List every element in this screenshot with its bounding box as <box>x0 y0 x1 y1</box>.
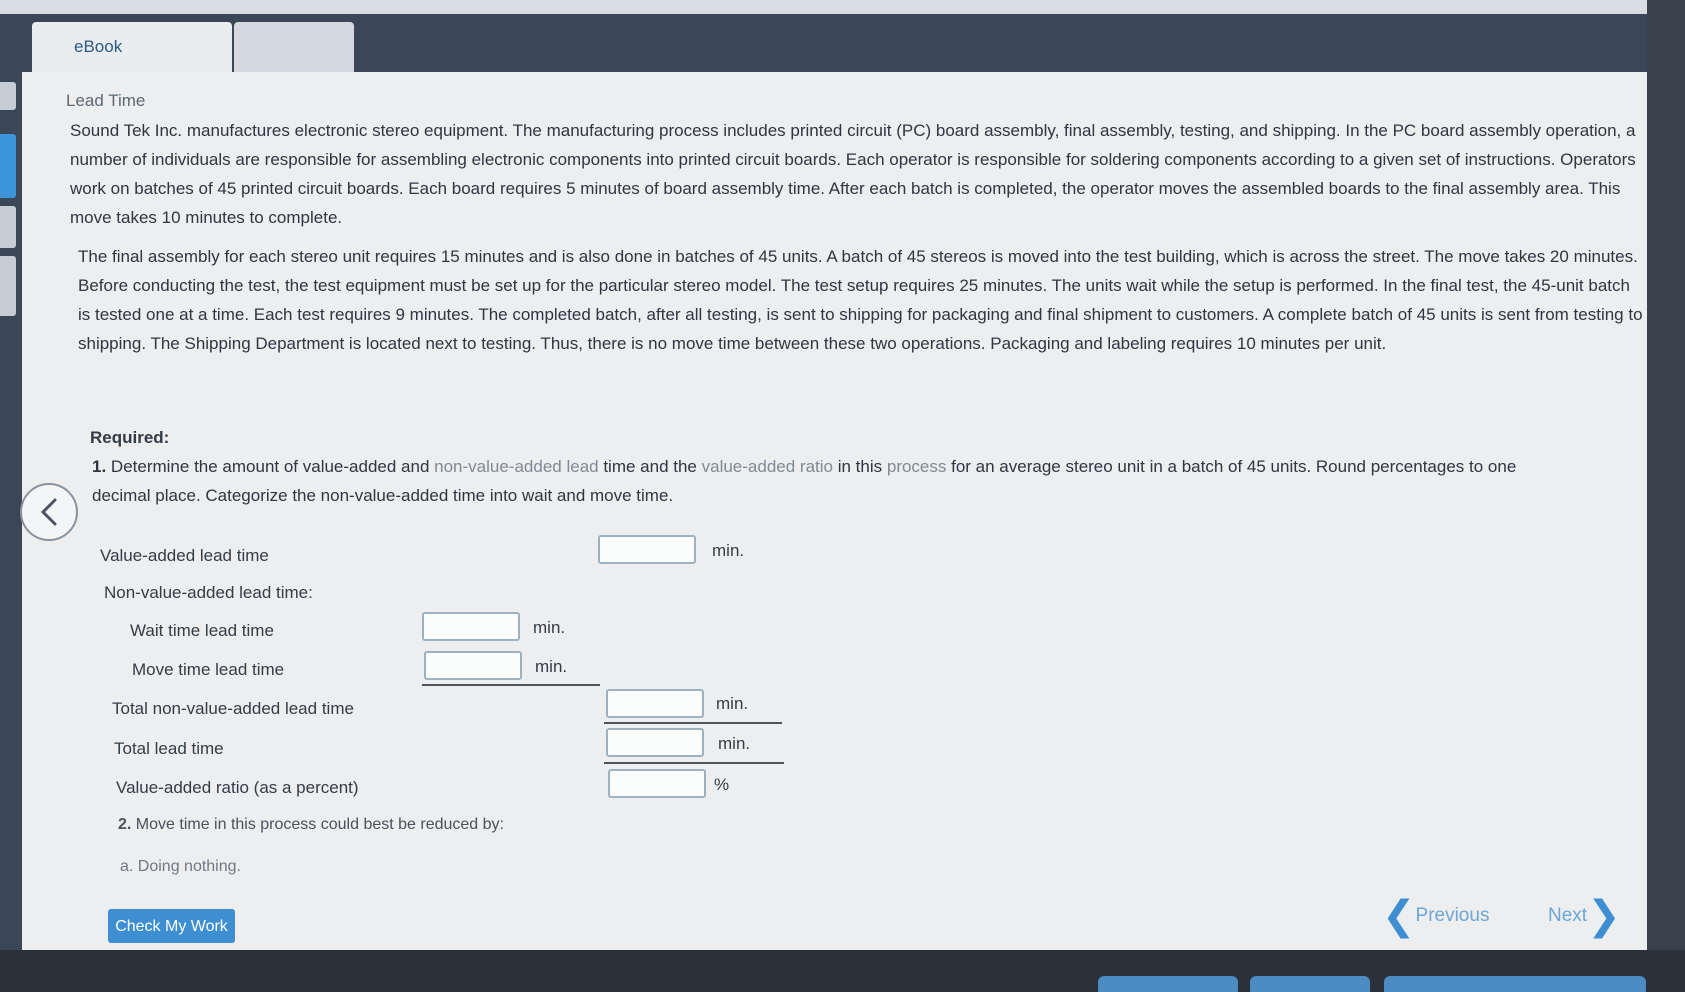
value-added-ratio-label: Value-added ratio (as a percent) <box>116 778 359 797</box>
sidebar-item[interactable] <box>0 256 16 316</box>
value-added-label: Value-added lead time <box>100 546 269 565</box>
check-my-work-button[interactable]: Check My Work <box>108 909 235 943</box>
move-time-input[interactable] <box>424 651 522 680</box>
footer-button[interactable] <box>1098 976 1238 992</box>
value-added-input[interactable] <box>598 535 696 564</box>
question-number: 1. <box>92 457 107 476</box>
total-nva-label: Total non-value-added lead time <box>112 699 354 718</box>
sidebar-item[interactable] <box>0 206 16 248</box>
unit-label: min. <box>718 734 751 753</box>
wait-time-input[interactable] <box>422 612 520 641</box>
question-1 <box>92 452 1552 510</box>
unit-label: min. <box>712 541 745 560</box>
page-title: Lead Time <box>66 91 146 110</box>
unit-label: min. <box>533 618 566 637</box>
previous-button[interactable] <box>1382 894 1489 938</box>
percent-label: % <box>714 775 730 794</box>
previous-label: Previous <box>1415 905 1490 926</box>
chevron-right-icon: ❯ <box>1587 894 1621 938</box>
tab-ebook[interactable]: eBook <box>32 22 232 72</box>
non-value-added-label: Non-value-added lead time: <box>104 583 313 602</box>
term-link[interactable]: non-value-added lead <box>434 457 599 476</box>
term-link[interactable]: value-added ratio <box>701 457 833 476</box>
sum-rule <box>604 762 784 764</box>
sidebar-item[interactable] <box>0 82 16 110</box>
question-text: Determine the amount of value-added and <box>110 457 435 476</box>
total-lead-time-input[interactable] <box>606 728 704 757</box>
chevron-left-icon[interactable] <box>20 483 78 541</box>
problem-paragraph-2: The final assembly for each stereo unit requires 15 minutes and is also done in batches of 45 units. A batch of 45 stereos is moved into the test building, which is across the street. The move takes 20 minutes. Before conducting the test, the test equipment must be set up for the particular stereo model. The test setup requires 25 minutes. The units wait while the setup is performed. In the final test, the 45-unit batch is tested one at a time. Each test requires 9 minutes. The completed batch, after all testing, is sent to shipping for packaging and final shipment to customers. A complete batch of 45 units is sent from testing to shipping. The Shipping Department is located next to testing. Thus, there is no move time between these two operations. Packaging and labeling requires 10 minutes per unit. <box>78 247 1643 353</box>
required-heading: Required: <box>90 428 170 447</box>
wait-time-label: Wait time lead time <box>130 621 274 640</box>
question-text: time and the <box>598 457 702 476</box>
sum-rule <box>422 684 600 686</box>
question-text: in this <box>833 457 887 476</box>
question-text: Move time in this process could best be reduced by: <box>135 816 504 833</box>
sum-rule <box>604 722 782 724</box>
total-nva-input[interactable] <box>606 689 704 718</box>
term-link[interactable]: process <box>886 457 947 476</box>
chevron-left-icon: ❮ <box>1382 894 1416 938</box>
tab-secondary[interactable] <box>234 22 354 72</box>
total-lead-time-label: Total lead time <box>114 739 224 758</box>
footer-button[interactable] <box>1250 976 1370 992</box>
sidebar-item-active[interactable] <box>0 134 16 198</box>
question-text: for an average stereo unit in a batch of 45 units. Round percentages to one decimal place. Categorize the non-value-added time into wait and move time. <box>92 457 1517 505</box>
next-button[interactable] <box>1548 894 1621 938</box>
browser-top-strip <box>0 0 1685 14</box>
value-added-ratio-input[interactable] <box>608 769 706 798</box>
screen-edge <box>1647 0 1685 992</box>
question-number: 2. <box>118 816 132 833</box>
move-time-label: Move time lead time <box>132 660 285 679</box>
left-sidebar <box>0 72 22 962</box>
next-label: Next <box>1548 905 1588 926</box>
footer-button[interactable] <box>1384 976 1646 992</box>
question-2 <box>118 816 504 834</box>
unit-label: min. <box>535 657 568 676</box>
unit-label: min. <box>716 694 749 713</box>
answer-option-a[interactable]: a. Doing nothing. <box>120 858 241 875</box>
problem-paragraph-1: Sound Tek Inc. manufactures electronic stereo equipment. The manufacturing process includes printed circuit (PC) board assembly, final assembly, testing, and shipping. In the PC board assembly operation, a number of individuals are responsible for assembling electronic components into printed circuit boards. Each operator is responsible for soldering components according to a given set of instructions. Operators work on batches of 45 printed circuit boards. Each board requires 5 minutes of board assembly time. After each batch is completed, the operator moves the assembled boards to the final assembly area. This move takes 10 minutes to complete. <box>70 121 1636 227</box>
